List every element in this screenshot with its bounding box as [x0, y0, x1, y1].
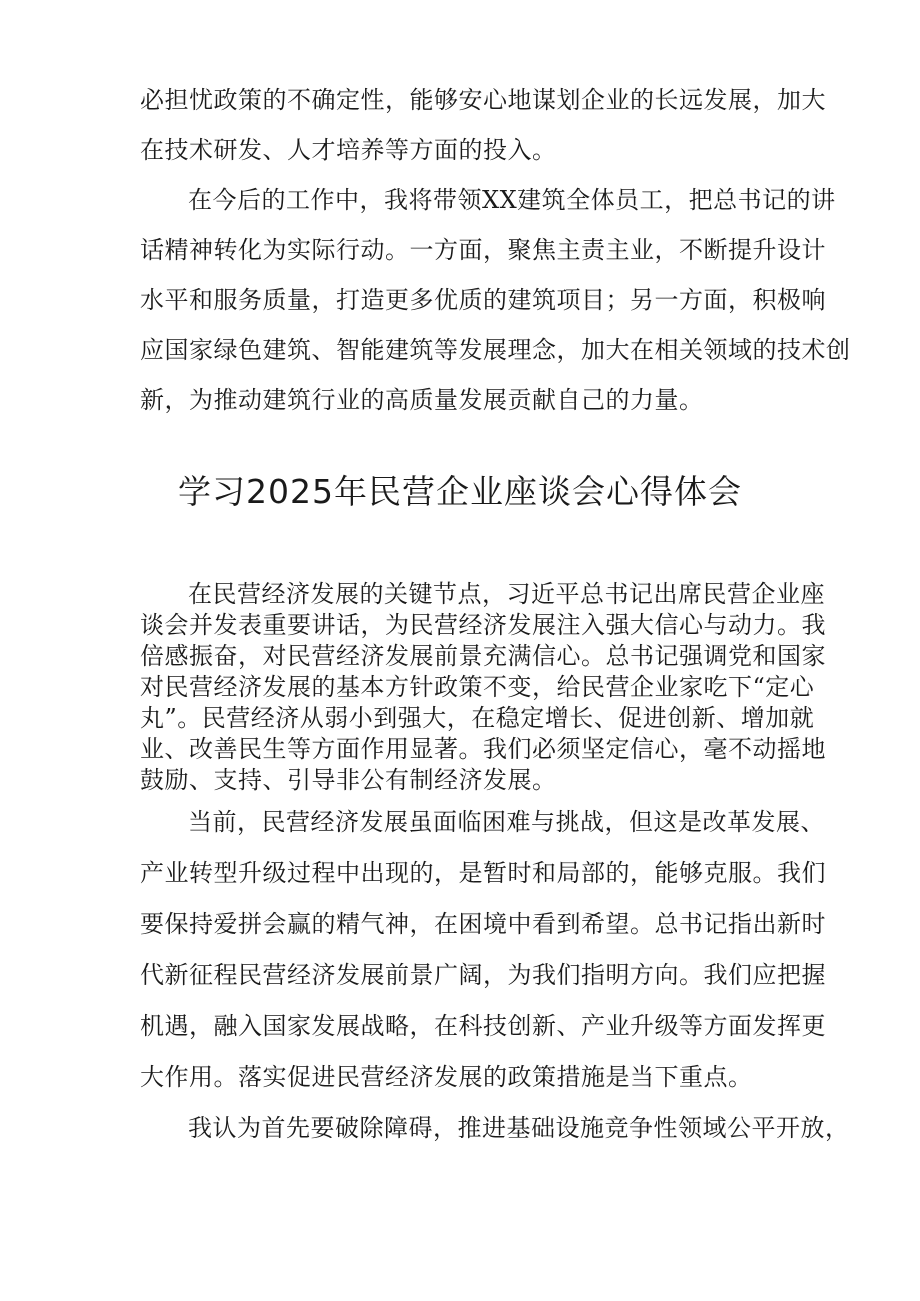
- text-line: 新，为推动建筑行业的高质量发展贡献自己的力量。: [140, 386, 704, 414]
- text-line: 在民营经济发展的关键节点，习近平总书记出席民营企业座: [188, 580, 825, 608]
- text-line: 机遇，融入国家发展战略，在科技创新、产业升级等方面发挥更: [140, 1012, 826, 1040]
- text-line: 丸”。民营经济从弱小到强大，在稳定增长、促进创新、增加就: [140, 704, 815, 732]
- text-line: 代新征程民营经济发展前景广阔，为我们指明方向。我们应把握: [140, 961, 826, 989]
- text-line: 水平和服务质量，打造更多优质的建筑项目；另一方面，积极响: [140, 286, 826, 314]
- text-line: 倍感振奋，对民营经济发展前景充满信心。总书记强调党和国家: [140, 642, 826, 670]
- text-line: 业、改善民生等方面作用显著。我们必须坚定信心，毫不动摇地: [140, 735, 826, 763]
- text-line: 对民营经济发展的基本方针政策不变，给民营企业家吃下“定心: [140, 673, 815, 701]
- text-line: 我认为首先要破除障碍，推进基础设施竞争性领域公平开放，: [188, 1114, 850, 1142]
- text-line: 应国家绿色建筑、智能建筑等发展理念，加大在相关领域的技术创: [140, 336, 851, 364]
- text-line: 当前，民营经济发展虽面临困难与挑战，但这是改革发展、: [188, 808, 825, 836]
- text-line: 在今后的工作中，我将带领XX建筑全体员工，把总书记的讲: [188, 186, 836, 214]
- text-line: 大作用。落实促进民营经济发展的政策措施是当下重点。: [140, 1063, 753, 1091]
- text-line: 话精神转化为实际行动。一方面，聚焦主责主业，不断提升设计: [140, 236, 826, 264]
- text-line: 要保持爱拼会赢的精气神，在困境中看到希望。总书记指出新时: [140, 910, 826, 938]
- text-line: 在技术研发、人才培养等方面的投入。: [140, 136, 557, 164]
- text-line: 谈会并发表重要讲话，为民营经济发展注入强大信心与动力。我: [140, 611, 826, 639]
- text-line: 鼓励、支持、引导非公有制经济发展。: [140, 766, 557, 794]
- text-line: 产业转型升级过程中出现的，是暂时和局部的，能够克服。我们: [140, 859, 826, 887]
- article-title: 学习2025年民营企业座谈会心得体会: [178, 472, 742, 511]
- text-line: 必担忧政策的不确定性，能够安心地谋划企业的长远发展，加大: [140, 86, 826, 114]
